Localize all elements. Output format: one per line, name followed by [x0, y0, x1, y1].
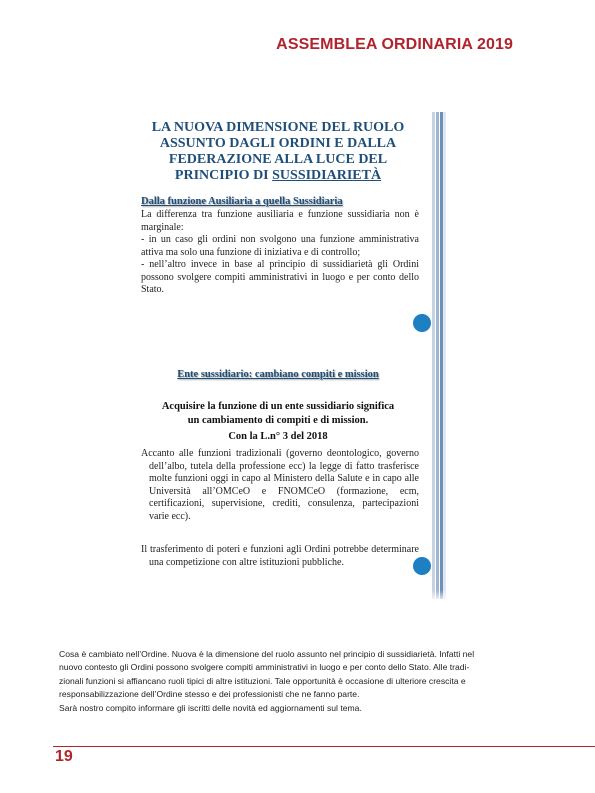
slide-title-line: ASSUNTO DAGLI ORDINI E DALLA — [159, 136, 397, 151]
page-number: 19 — [55, 748, 73, 765]
paragraph: - nell’altro invece in base al principio di sussidiarietà gli Ordini possono svolgere compiti amministrativi in luogo e per conto dello Stato. — [141, 259, 419, 295]
circle-bullet-icon — [413, 557, 431, 575]
caption-line: Sarà nostro compito informare gli iscritti delle novità ed aggiornamenti sul tema. — [59, 702, 362, 713]
slide-title-line-text: PRINCIPIO DI — [174, 168, 273, 183]
page-caption — [59, 648, 527, 715]
paragraph: La differenza tra funzione ausiliaria e funzione sussidiaria non è marginale: — [141, 209, 419, 233]
paragraph: Accanto alle funzioni tradizionali (governo deontologico, governo dell’albo, tutela della professione ecc) la legge di fatto trasferisce molte funzioni oggi in capo al Ministero della Salute e in capo alle Università all’OMCeO e FNOMCeO (formazione, ecm, certificazioni, supervisione, crediti, consulenza, partecipazioni varie ecc). — [141, 448, 419, 522]
slide-fade — [123, 590, 447, 602]
caption-line: nuovo contesto gli Ordini possono svolgere compiti amministrativi in luogo e per conto dello Stato. Alle tradi- — [59, 662, 470, 673]
page-header-title: ASSEMBLEA ORDINARIA 2019 — [276, 36, 513, 53]
circle-bullet-icon — [413, 314, 431, 332]
bold-line: un cambiamento di compiti e di mission. — [187, 415, 369, 426]
paragraph: Il trasferimento di poteri e funzioni agli Ordini potrebbe determinare una competizione con altre istituzioni pubbliche. — [141, 544, 419, 568]
bold-statement — [128, 400, 428, 428]
section-heading-ente-sussidiario: Ente sussidiario: cambiano compiti e mission — [177, 369, 379, 380]
paragraph-law — [141, 448, 419, 523]
slide-title-line — [128, 168, 428, 184]
caption-line: Cosa è cambiato nell’Ordine. Nuova è la dimensione del ruolo assunto nel principio di sussidiarietà. Infatti nel — [59, 649, 475, 659]
bold-line: Acquisire la funzione di un ente sussidiario significa — [161, 401, 395, 412]
paragraph: - in un caso gli ordini non svolgono una funzione amministrativa attiva ma solo una funzione di iniziativa e di controllo; — [141, 234, 419, 258]
paragraph-transfer — [141, 544, 419, 569]
section-heading-ausiliaria: Dalla funzione Ausiliaria a quella Sussidiaria — [141, 196, 343, 207]
slide-content — [128, 112, 428, 599]
footer-divider — [53, 746, 595, 747]
slide-side-bars — [432, 112, 446, 599]
slide-title-underlined: SUSSIDIARIETÀ — [272, 168, 382, 183]
caption-line: responsabilizzazione dell’Ordine stesso e dei professionisti che ne fanno parte. — [59, 689, 360, 700]
law-reference: Con la L.n° 3 del 2018 — [228, 431, 328, 442]
slide-title-line: FEDERAZIONE ALLA LUCE DEL — [168, 152, 388, 167]
section-body-ausiliaria — [141, 209, 419, 297]
slide-title-line: LA NUOVA DIMENSIONE DEL RUOLO — [151, 120, 405, 135]
slide-title — [128, 120, 428, 184]
embedded-slide — [123, 112, 447, 599]
caption-line: zionali funzioni si affiancano ruoli tipici di altre istituzioni. Tale opportunità è occasione di ulteriore crescita e — [59, 675, 466, 686]
